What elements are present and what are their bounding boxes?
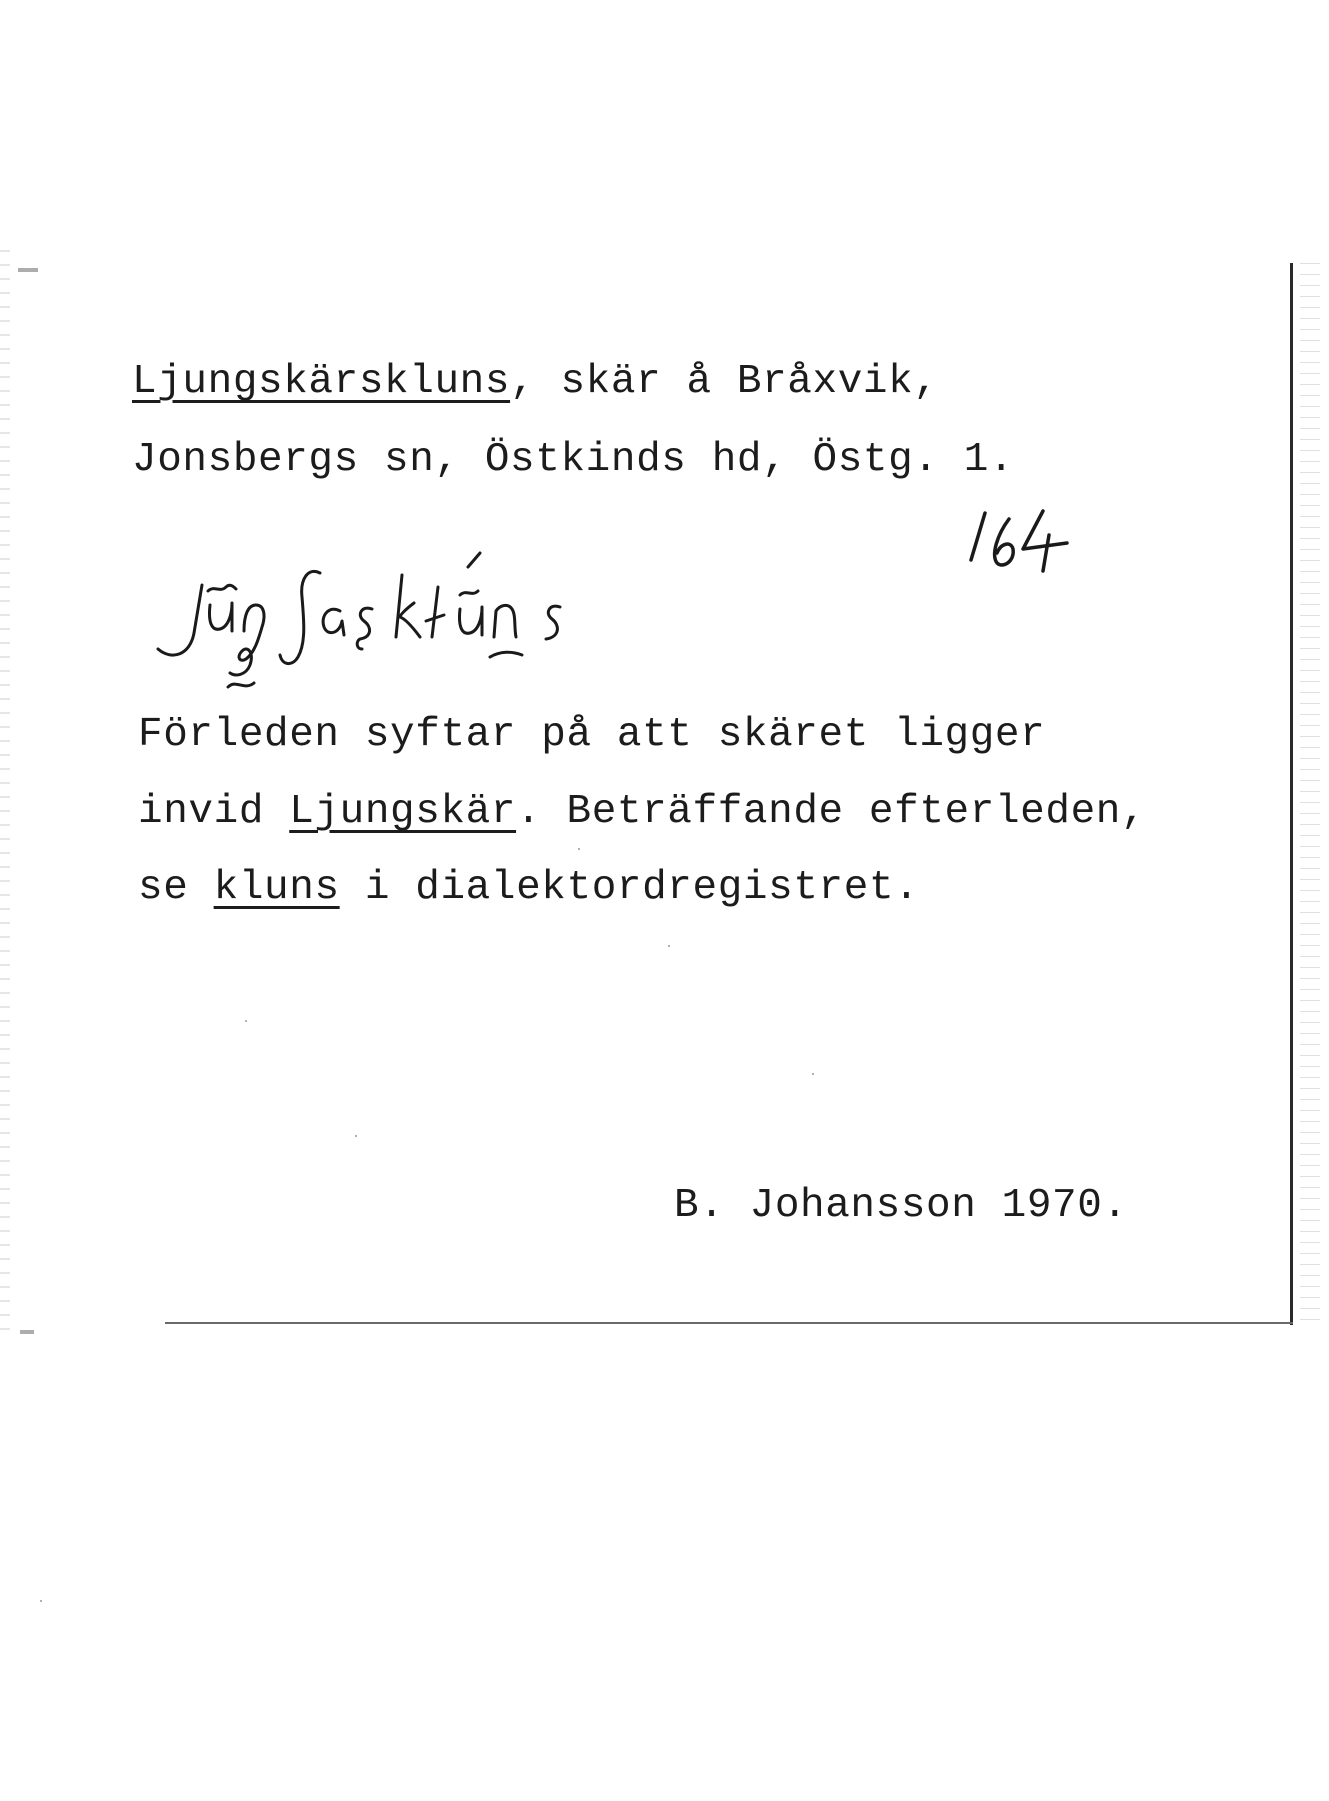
scan-speck: [355, 1135, 357, 1137]
heading-term: Ljungskärskluns: [132, 359, 511, 405]
scan-speck: [578, 848, 580, 850]
body-line-2-pre: invid: [138, 789, 290, 835]
body-line-3-post: i dialektordregistret.: [339, 865, 920, 911]
heading-rest: , skär å Bråxvik,: [510, 359, 939, 405]
scan-speck: [245, 1020, 247, 1022]
handwritten-pronunciation: [150, 545, 670, 705]
body-line-2: [138, 789, 1147, 835]
signature: B. Johansson 1970.: [674, 1183, 1128, 1229]
location-line: Jonsbergs sn, Östkinds hd, Östg. 1.: [132, 437, 1015, 483]
scan-edge-mark-bottom: [20, 1330, 34, 1334]
scan-speck: [668, 945, 670, 947]
card-border-bottom: [165, 1322, 1293, 1324]
scan-speck: [40, 1600, 42, 1602]
scan-left-edge: [0, 250, 10, 1330]
scan-speck: [812, 1073, 814, 1075]
scan-right-edge: [1300, 263, 1320, 1325]
cross-reference-ljungskar: Ljungskär: [289, 789, 517, 835]
body-line-1: Förleden syftar på att skäret ligger: [138, 712, 1046, 758]
cross-reference-kluns: kluns: [213, 865, 340, 911]
scan-edge-mark-top: [18, 268, 38, 272]
card-border-right: [1290, 263, 1293, 1325]
handwritten-number: [963, 505, 1073, 580]
body-line-2-post: . Beträffande efterleden,: [516, 789, 1147, 835]
card-heading: [132, 359, 939, 405]
body-line-3-pre: se: [138, 865, 214, 911]
body-line-3: [138, 865, 920, 911]
